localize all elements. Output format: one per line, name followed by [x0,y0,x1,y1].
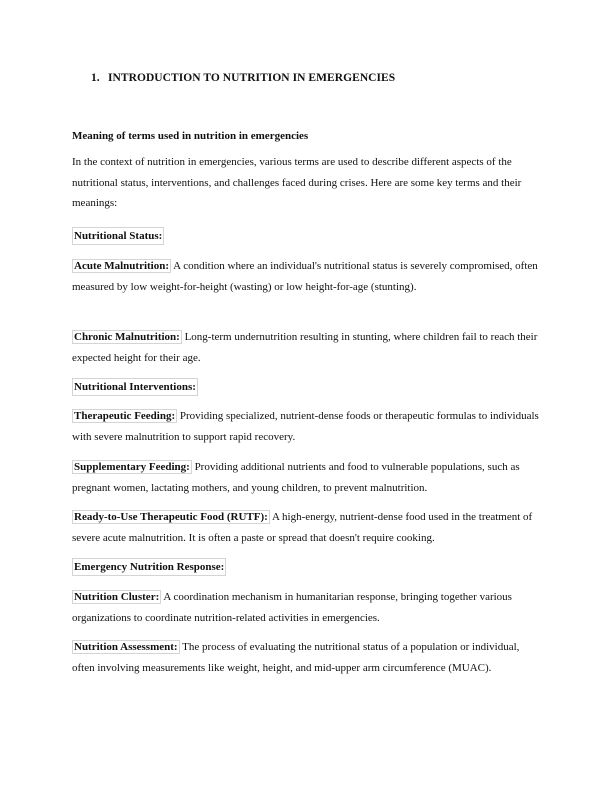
term-definition: Long-term undernutrition resulting in stunting, where children fail to reach their expected height for their age. [72,331,538,364]
term-chronic-malnutrition [72,327,542,368]
term-therapeutic-feeding [72,406,542,447]
term-label: Therapeutic Feeding: [74,410,176,422]
section-title-nutritional-status [72,226,542,247]
subheading: Meaning of terms used in nutrition in emergencies [72,130,309,142]
section-label: Nutritional Status: [72,227,164,245]
term-label: Ready-to-Use Therapeutic Food (RUTF): [74,511,268,523]
section-title-emergency-nutrition-response [72,557,542,578]
term-definition: Providing additional nutrients and food to vulnerable populations, such as pregnant women, lactating mothers, and young children, to prevent malnutrition. [72,461,520,494]
term-nutrition-cluster [72,587,542,628]
section-heading [91,72,395,84]
term-definition: A coordination mechanism in humanitarian response, bringing together various organizations to coordinate nutrition-related activities in emergencies. [72,591,512,624]
section-label: Nutritional Interventions: [72,378,198,396]
term-label: Nutrition Cluster: [74,591,160,603]
term-rutf [72,507,542,548]
term-label: Chronic Malnutrition: [74,331,180,343]
term-definition: A high-energy, nutrient-dense food used in the treatment of severe acute malnutrition. It is often a paste or spread that doesn't require cooking. [72,511,533,544]
intro-paragraph: In the context of nutrition in emergencies, various terms are used to describe different aspects of the nutritional status, interventions, and challenges faced during crises. Here are some key terms and their meanings: [72,156,522,209]
term-definition: The process of evaluating the nutritional status of a population or individual, often involving measurements like weight, height, and mid-upper arm circumference (MUAC). [72,641,520,674]
term-supplementary-feeding [72,457,542,498]
term-nutrition-assessment [72,637,542,678]
term-definition: A condition where an individual's nutritional status is severely compromised, often measured by low weight-for-height (wasting) or low height-for-age (stunting). [72,260,538,293]
term-label: Nutrition Assessment: [74,641,178,653]
term-label: Acute Malnutrition: [74,260,170,272]
section-label: Emergency Nutrition Response: [72,558,226,576]
section-title-nutritional-interventions [72,377,542,398]
term-definition: Providing specialized, nutrient-dense foods or therapeutic formulas to individuals with severe malnutrition to support rapid recovery. [72,410,539,443]
heading-number: 1. [91,72,100,84]
term-label: Supplementary Feeding: [74,461,190,473]
term-acute-malnutrition [72,256,542,297]
heading-title: INTRODUCTION TO NUTRITION IN EMERGENCIES [108,72,396,84]
